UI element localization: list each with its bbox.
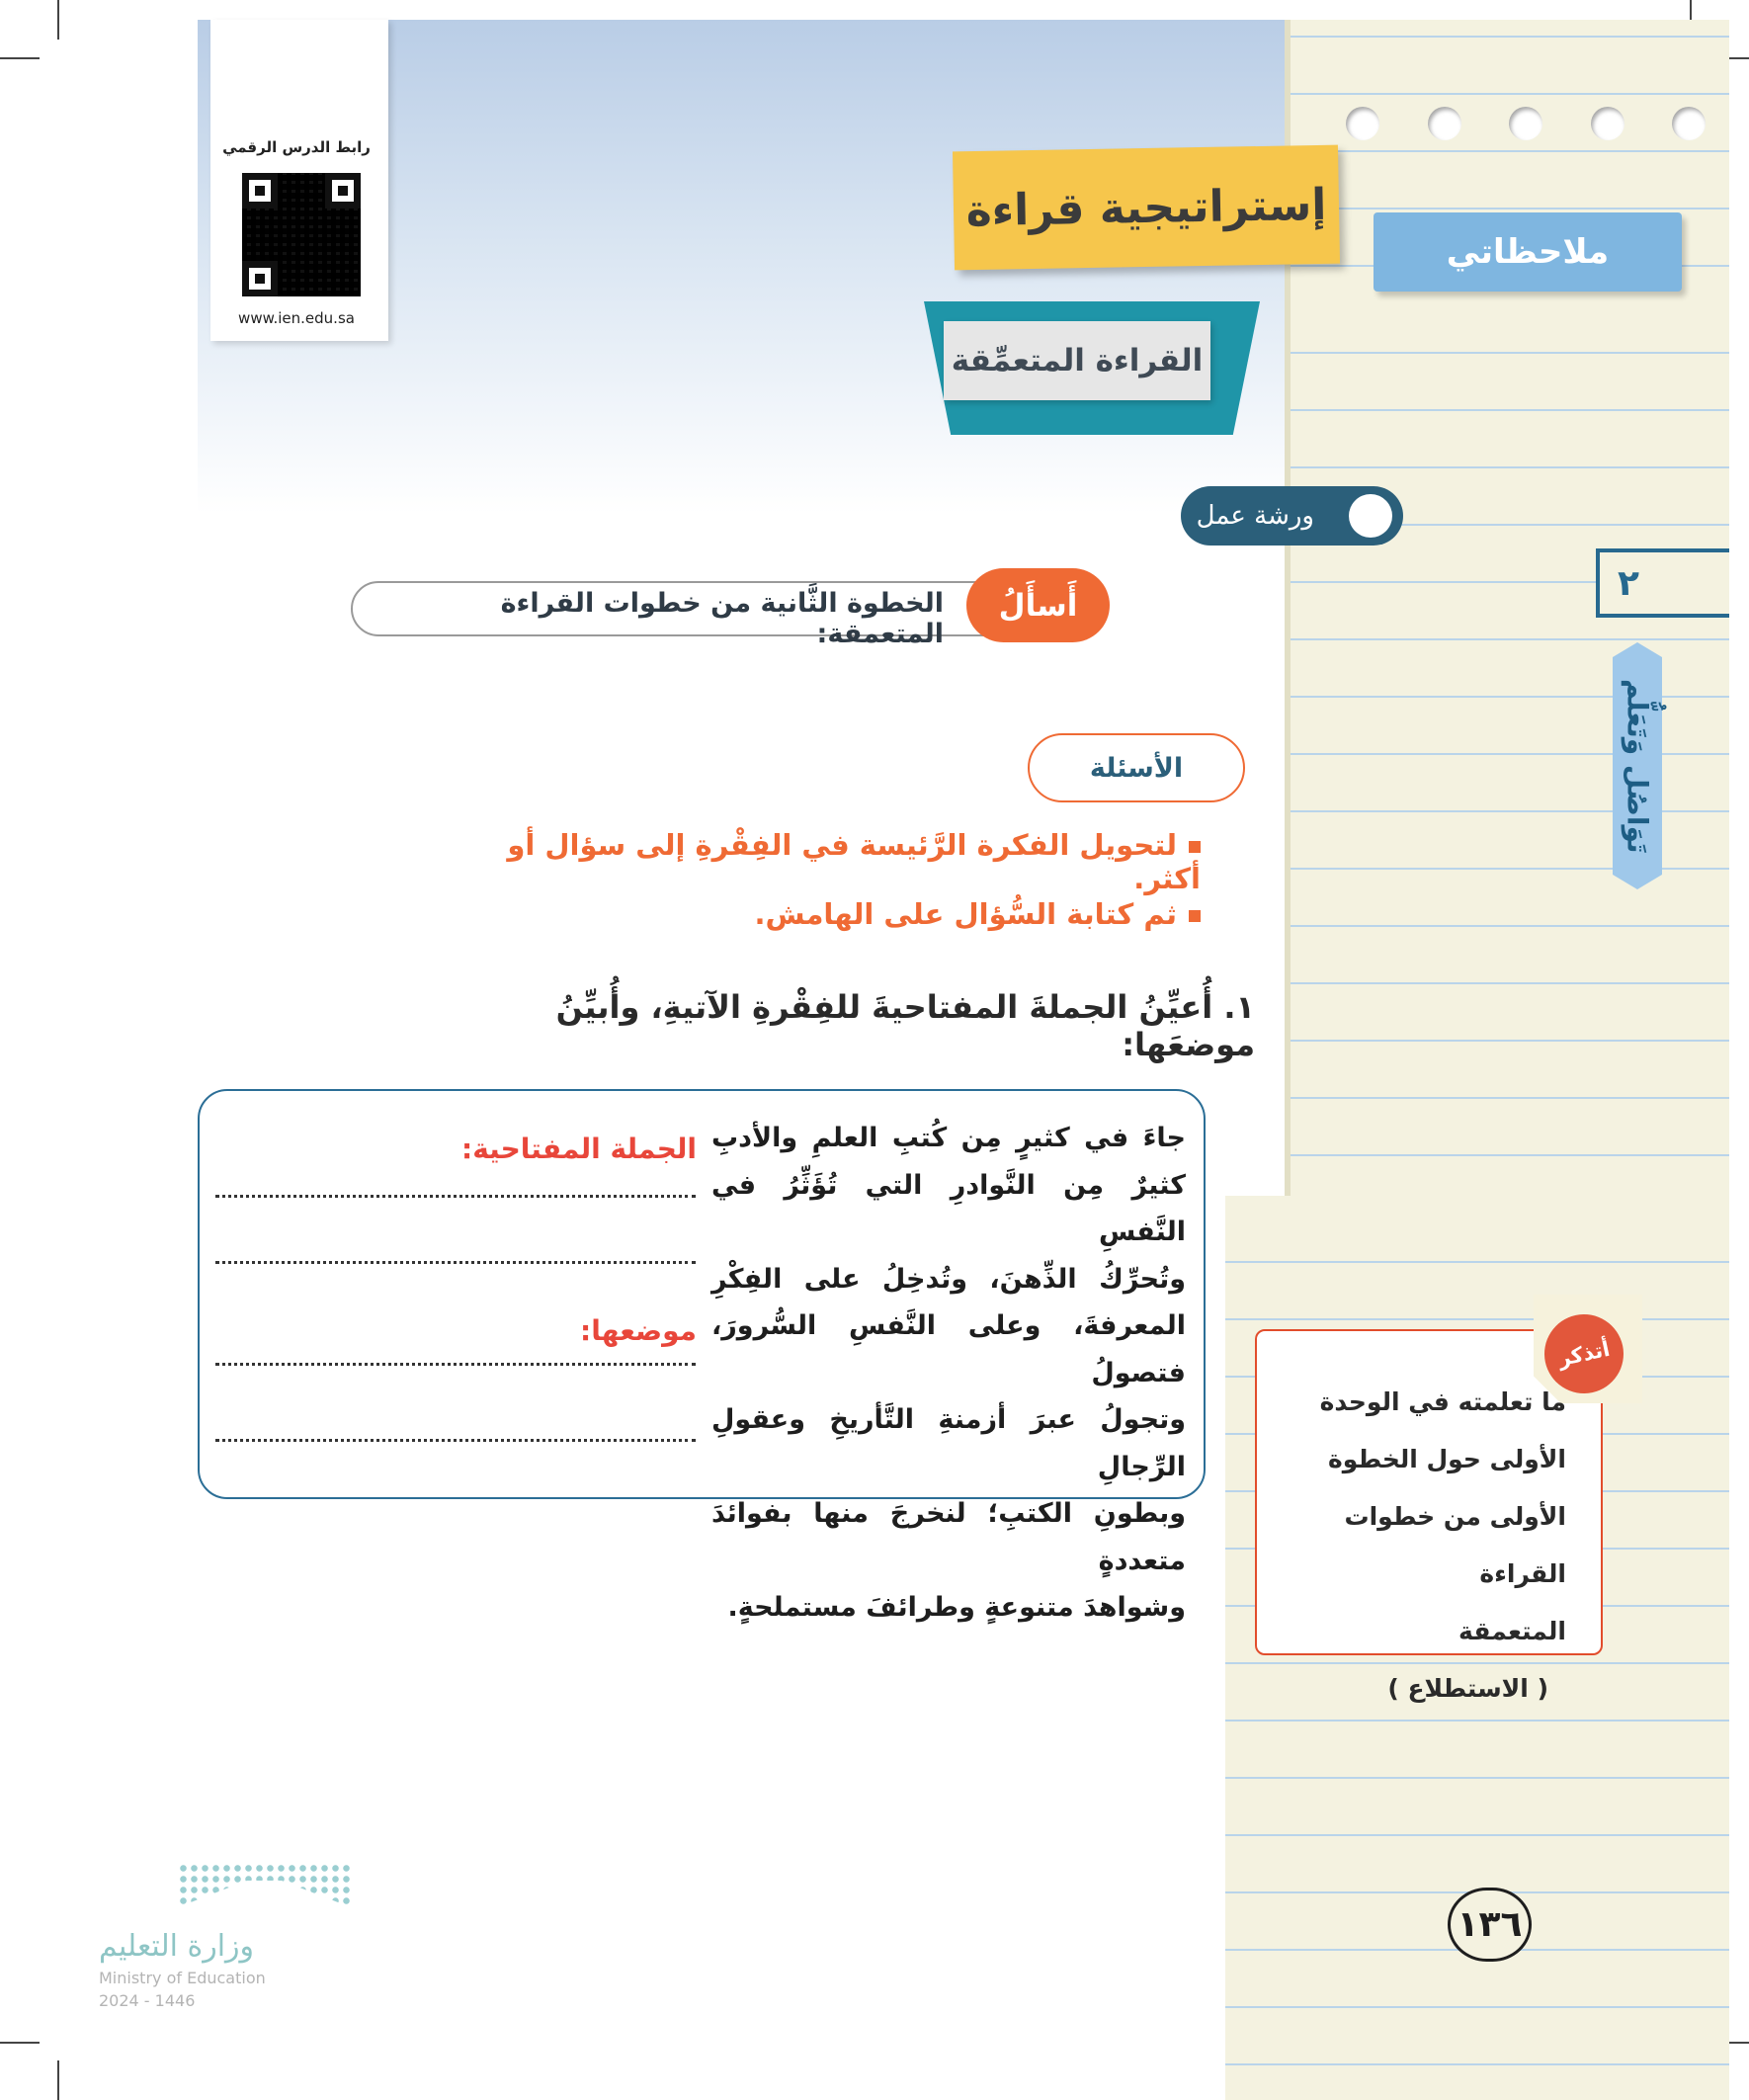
passage-line: جاءَ في كثيرٍ مِن كُتبِ العلمِ والأدبِ (711, 1123, 1186, 1153)
ministry-logo-icon (178, 1863, 351, 1907)
passage-text (711, 1115, 1186, 1632)
passage-line: المعرفةَ، وعلى النَّفسِ السُّرورَ، فتصولُ (711, 1310, 1186, 1388)
crop-mark (0, 57, 40, 59)
qr-finder-icon (325, 173, 361, 209)
remember-line: الأولى من خطوات القراءة (1344, 1502, 1566, 1588)
answer-line[interactable] (215, 1260, 696, 1264)
question-bullet (474, 897, 1201, 931)
ministry-name-ar: وزارة التعليم (99, 1929, 255, 1964)
answer-line[interactable] (215, 1362, 696, 1366)
bullet-square-icon (1189, 910, 1201, 922)
answer-line[interactable] (215, 1438, 696, 1442)
passage-line: وشواهدَ متنوعةٍ وطرائفَ مستملحةٍ. (727, 1592, 1186, 1623)
page-number: ١٣٦ (1448, 1888, 1532, 1962)
question-bullet (474, 828, 1201, 895)
passage-line: وتُحرِّكُ الذِّهنَ، وتُدخِلُ على الفِكْرِ (711, 1263, 1186, 1295)
remember-line: ( الاستطلاع ) (1387, 1674, 1548, 1703)
passage-line: وبطونِ الكتبِ؛ لنخرجَ منها بفوائدَ متعددةٍ (711, 1498, 1186, 1576)
remember-line: ما تعلمته في الوحدة (1319, 1387, 1566, 1416)
strategy-title: إستراتيجية قراءة (953, 145, 1340, 271)
passage-line: كثيرٌ مِن النَّوادرِ التي تُؤَثِّرُ في النَّفسِ (711, 1169, 1186, 1247)
ministry-name-en: Ministry of Education (99, 1969, 266, 1987)
remember-line: الأولى حول الخطوة (1328, 1445, 1566, 1473)
binder-hole (1591, 107, 1624, 140)
crop-mark (0, 2042, 40, 2044)
answer-line[interactable] (215, 1194, 696, 1198)
qr-title: رابط الدرس الرقمي (222, 138, 371, 156)
workshop-dot-icon (1349, 494, 1392, 538)
key-sentence-label: الجملة المفتاحية: (461, 1133, 697, 1165)
questions-heading: الأسئلة (1028, 733, 1245, 802)
task-instruction: ١. أُعيِّنُ الجملةَ المفتاحيةَ للفِقْرةِ الآتيةِ، وأُبيِّنُ موضعَها: (555, 988, 1255, 1063)
remember-badge: أتذكر (1538, 1307, 1631, 1401)
side-label-text: تَوَاصُل وَتَعَلُّم (1621, 678, 1654, 854)
bullet-square-icon (1189, 841, 1201, 853)
remember-line: المتعمقة (1458, 1617, 1566, 1645)
section-number: ٢ (1596, 548, 1729, 618)
binder-hole (1672, 107, 1706, 140)
ask-text: الخطوة الثَّانية من خطوات القراءة المتعمقة: (500, 588, 944, 649)
qr-finder-icon (242, 173, 278, 209)
binder-hole (1509, 107, 1542, 140)
bullet-text: ثم كتابة السُّؤال على الهامش. (754, 897, 1177, 931)
qr-url[interactable]: www.ien.edu.sa (238, 309, 355, 327)
notes-tab: ملاحظاتي (1374, 212, 1682, 292)
lesson-subtitle: القراءة المتعمِّقة (944, 321, 1210, 400)
bullet-text: لتحويل الفكرة الرَّئيسة في الفِقْرةِ إلى سؤال أو أكثر. (507, 828, 1201, 895)
binder-hole (1346, 107, 1379, 140)
passage-line: وتجولُ عبرَ أزمنةِ التَّأريخِ وعقولِ الرِّجالِ (711, 1404, 1186, 1482)
ask-pill: أَسأَلُ (966, 568, 1110, 642)
crop-mark (57, 0, 59, 40)
workshop-label: ورشة عمل (1196, 501, 1314, 531)
side-ribbon-label (1613, 642, 1662, 889)
ministry-year: 2024 - 1446 (99, 1991, 196, 2010)
position-label: موضعها: (580, 1314, 697, 1347)
crop-mark (57, 2060, 59, 2100)
qr-finder-icon (242, 261, 278, 296)
remember-text (1270, 1374, 1566, 1718)
binder-hole (1428, 107, 1461, 140)
